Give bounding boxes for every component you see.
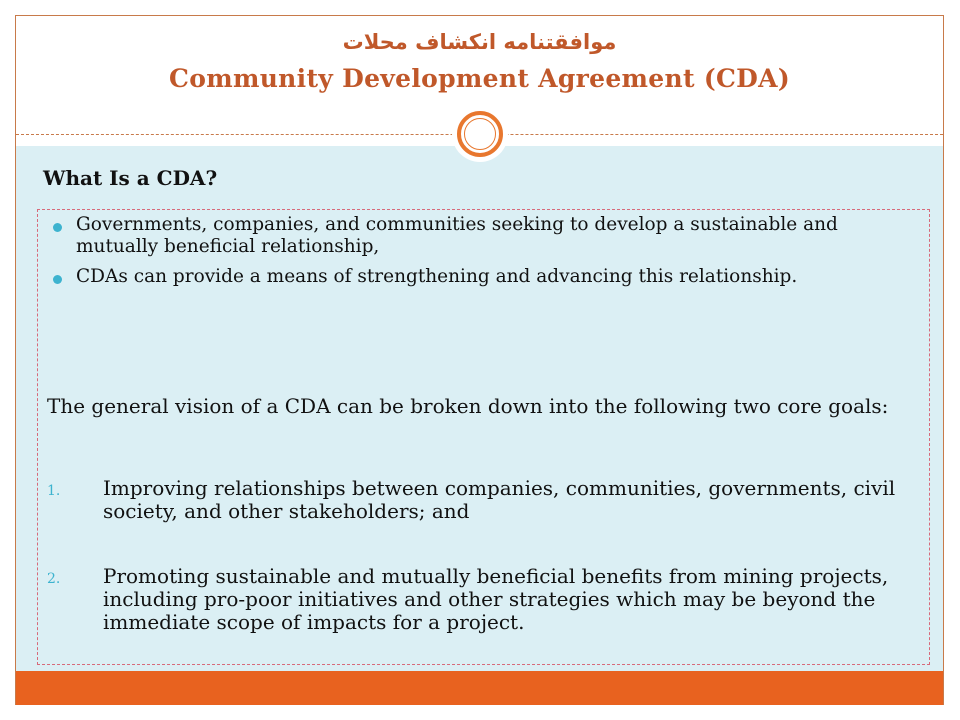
goal-text: Promoting sustainable and mutually beneficial benefits from mining projects, including pro-poor initiatives and other strategies which may be beyond the immediate scope of impacts for a project. [103, 564, 889, 634]
bullet-list [53, 214, 919, 296]
bullet-dot-icon [53, 223, 62, 232]
title-english: Community Development Agreement (CDA) [169, 64, 790, 93]
content-box [37, 209, 930, 665]
decorative-inner-ring-icon [464, 118, 496, 150]
goal-number: 1. [47, 483, 61, 499]
goal-number: 2. [47, 571, 61, 587]
goal-text: Improving relationships between companies, communities, governments, civil society, and other stakeholders; and [103, 476, 896, 523]
footer-bar [16, 671, 943, 705]
bullet-dot-icon [53, 275, 62, 284]
goal-item [47, 565, 919, 634]
title-persian: موافقتنامه انکشاف محلات [342, 30, 617, 54]
bullet-text: CDAs can provide a means of strengthening and advancing this relationship. [76, 266, 798, 287]
slide-frame [15, 15, 944, 705]
bullet-text: Governments, companies, and communities seeking to develop a sustainable and mutually beneficial relationship, [76, 214, 838, 257]
goal-item [47, 477, 919, 523]
section-title: What Is a CDA? [43, 166, 218, 190]
bullet-item [53, 266, 919, 288]
vision-paragraph: The general vision of a CDA can be broken down into the following two core goals: [47, 394, 889, 418]
bullet-item [53, 214, 919, 258]
